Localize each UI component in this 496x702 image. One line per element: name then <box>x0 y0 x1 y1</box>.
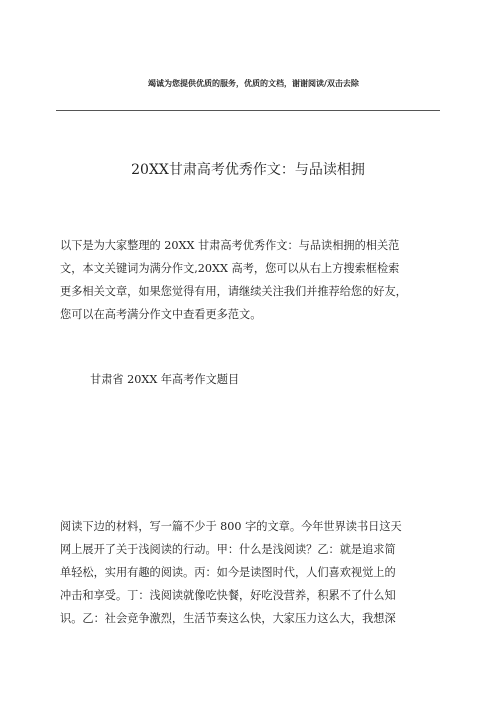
prompt-paragraph <box>60 515 436 630</box>
prompt-line: 阅读下边的材料，写一篇不少于 800 字的文章。今年世界读书日这天 <box>60 520 402 533</box>
intro-paragraph <box>60 234 436 326</box>
section-subheading: 甘肃省 20XX 年高考作文题目 <box>90 373 240 386</box>
prompt-line: 单轻松，实用有趣的阅读。丙：如今是读图时代，人们喜欢视觉上的 <box>60 566 396 579</box>
header-note: 竭诚为您提供优质的服务，优质的文档，谢谢阅读/双击去除 <box>148 79 359 88</box>
document-title: 20XX甘肃高考优秀作文：与品读相拥 <box>131 162 365 178</box>
prompt-line: 识。乙：社会竞争激烈，生活节奏这么快，大家压力这么大，我想深 <box>60 612 396 625</box>
header-divider <box>56 110 440 111</box>
intro-line: 您可以在高考满分作文中查看更多范文。 <box>60 308 262 321</box>
prompt-line: 冲击和享受。丁：浅阅读就像吃快餐，好吃没营养，积累不了什么知 <box>60 589 396 602</box>
intro-line: 以下是为大家整理的 20XX 甘肃高考优秀作文：与品读相拥的相关范 <box>60 239 400 252</box>
prompt-line: 网上展开了关于浅阅读的行动。甲：什么是浅阅读？乙：就是追求简 <box>60 543 396 556</box>
intro-line: 更多相关文章，如果您觉得有用，请继续关注我们并推荐给您的好友， <box>60 285 407 298</box>
intro-line: 文，本文关键词为满分作文,20XX 高考，您可以从右上方搜索框检索 <box>60 262 400 275</box>
